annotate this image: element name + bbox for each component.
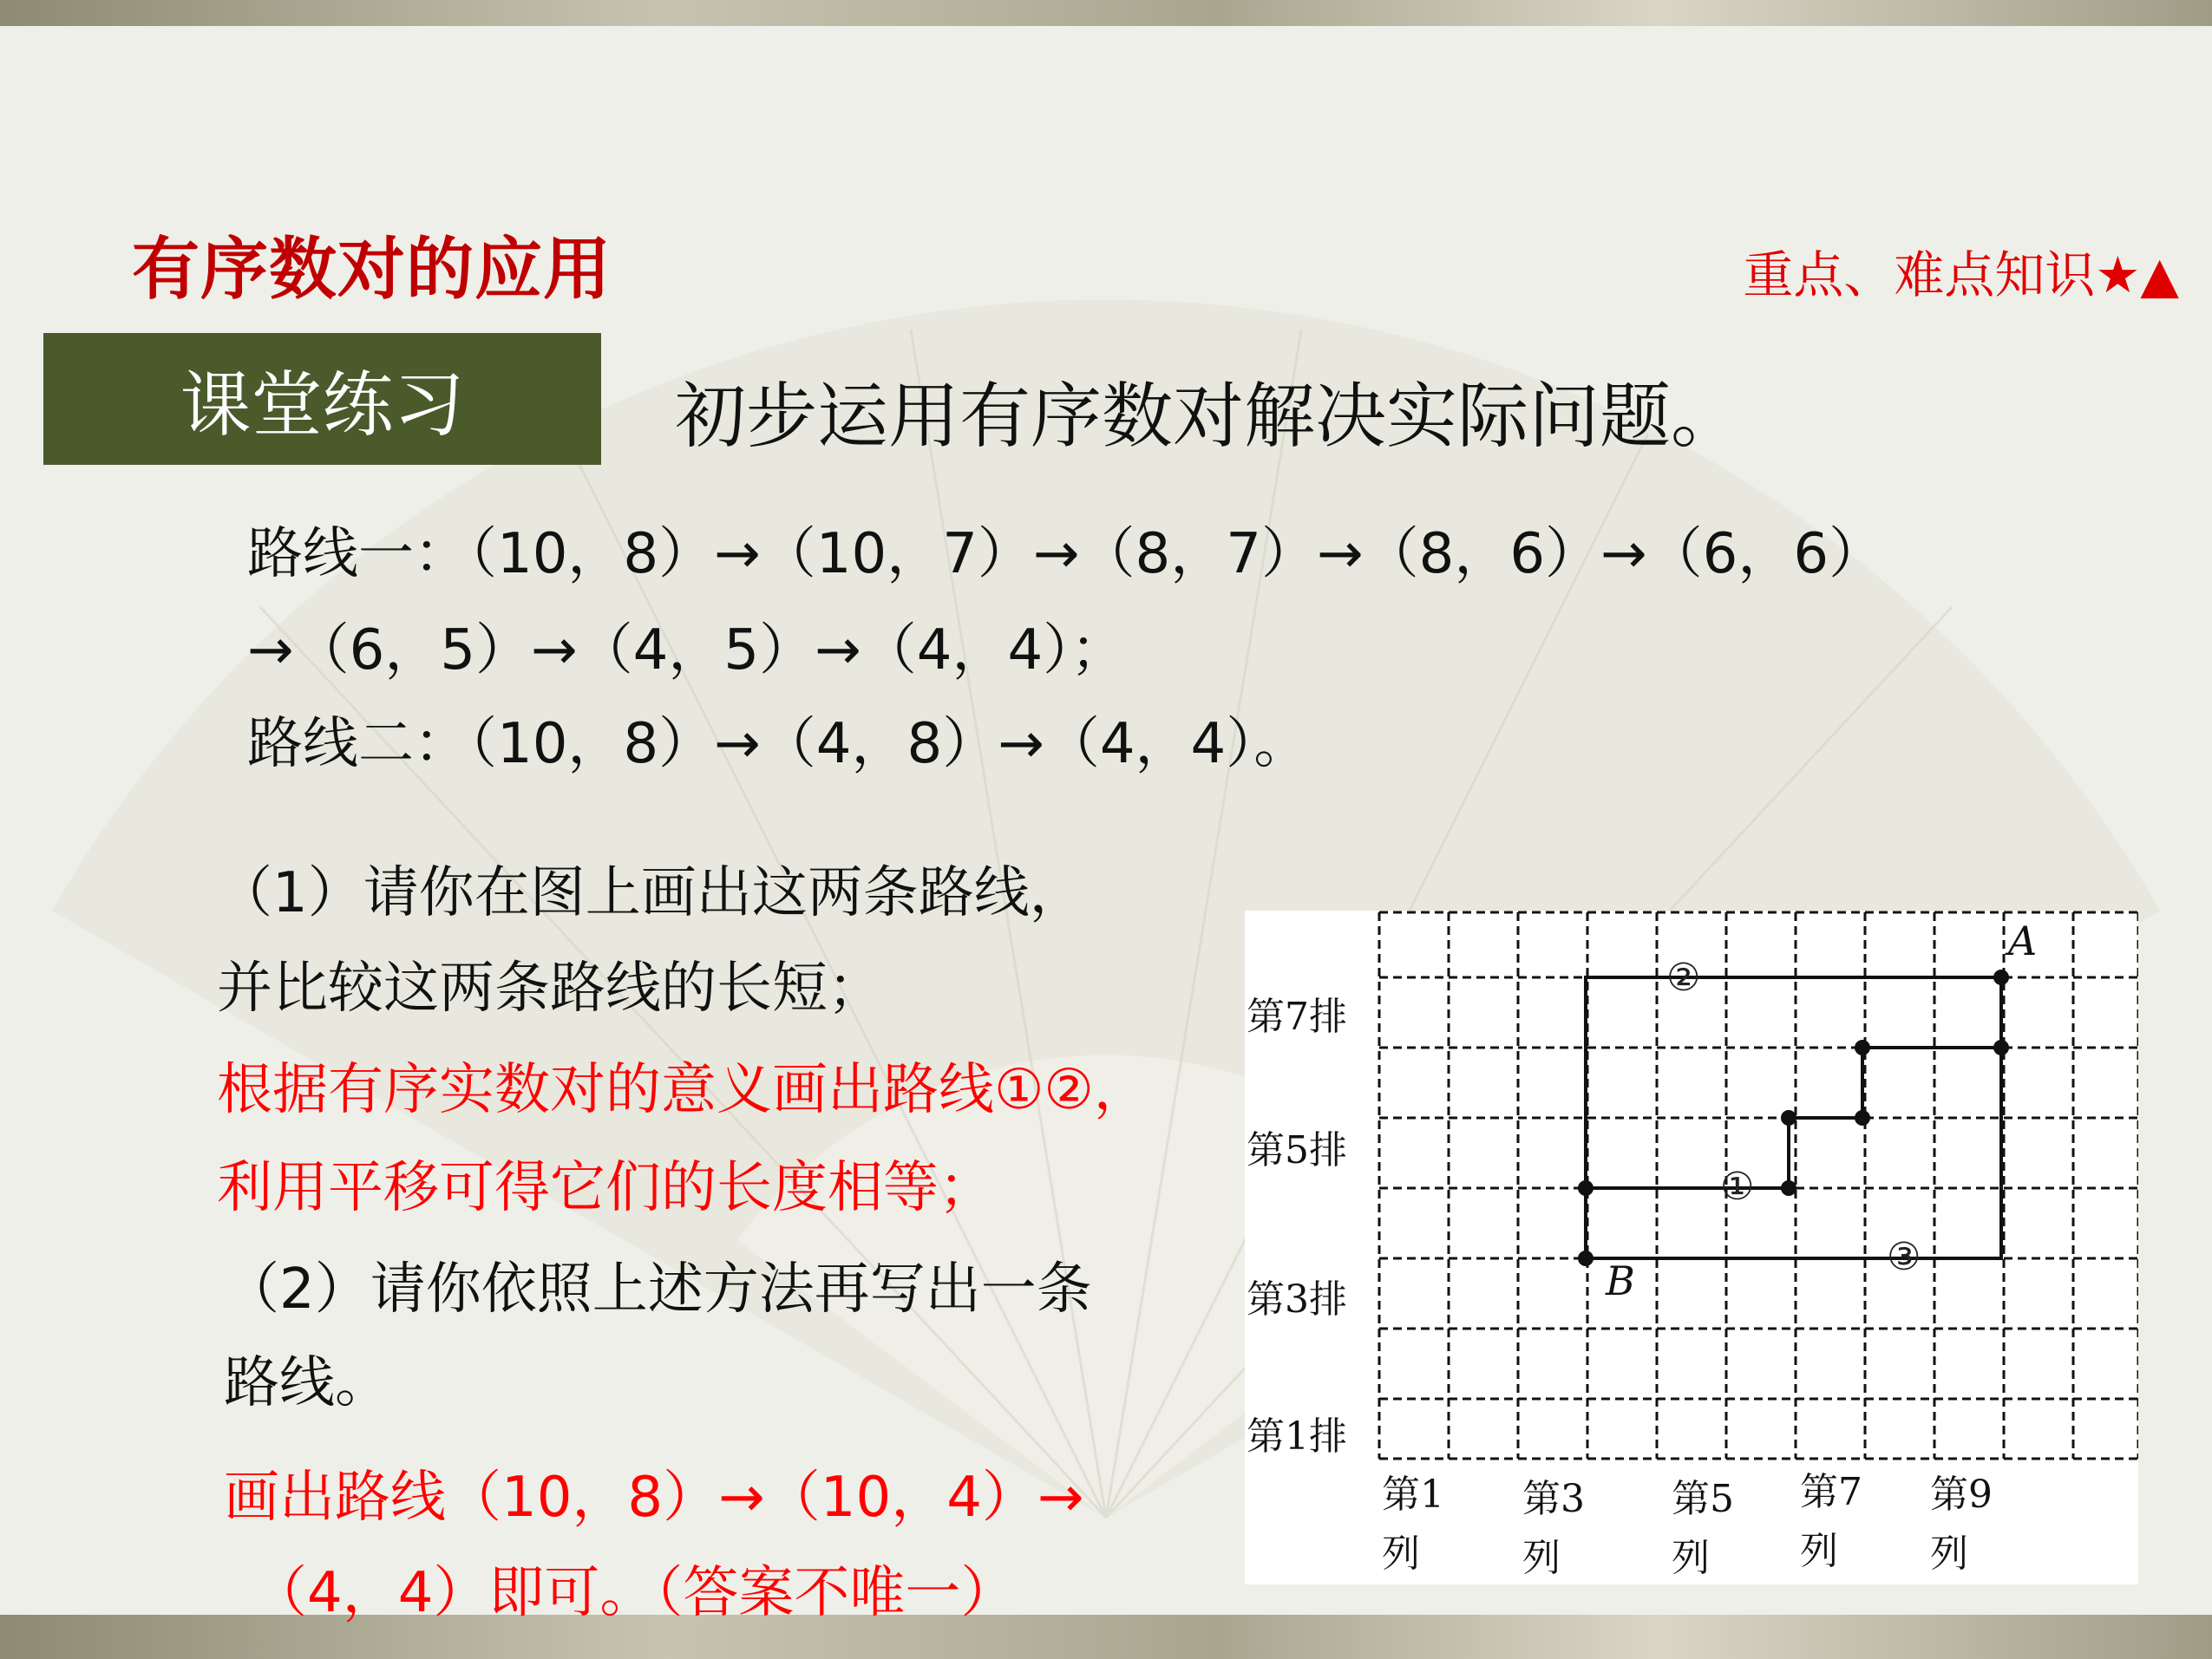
practice-label: 课堂练习 xyxy=(180,363,465,447)
col-label-7 xyxy=(1800,1463,1862,1581)
route-one-line2: →（6，5）→（4，5）→（4，4）； xyxy=(247,618,1127,683)
section-title: 有序数对的应用 xyxy=(132,231,612,309)
col-label-3-top: 第3 xyxy=(1522,1477,1585,1521)
col-label-7-top: 第7 xyxy=(1800,1470,1862,1514)
col-label-9-top: 第9 xyxy=(1930,1473,1993,1517)
practice-subtitle: 初步运用有序数对解决实际问题。 xyxy=(675,376,1743,458)
row-label-1: 第1排 xyxy=(1247,1414,1347,1459)
col-label-9-bottom: 列 xyxy=(1930,1532,1968,1576)
route-one-line1: 路线一：（10，8）→（10，7）→（8，7）→（8，6）→（6，6） xyxy=(247,522,1885,586)
route-point-dot xyxy=(1855,1110,1870,1126)
route-point-dot xyxy=(1993,1040,2009,1055)
route-point-dot xyxy=(1781,1180,1796,1196)
point-b-label: B xyxy=(1606,1257,1635,1304)
answer-two-line1: 画出路线（10，8）→（10，4）→ xyxy=(224,1466,1084,1530)
route-point-dot xyxy=(1781,1110,1796,1126)
col-label-5-bottom: 列 xyxy=(1672,1536,1710,1580)
point-b-dot xyxy=(1578,1251,1594,1266)
point-a-label: A xyxy=(2008,918,2038,964)
col-label-1-top: 第1 xyxy=(1382,1473,1444,1517)
top-decorative-band xyxy=(0,0,2212,26)
route-three-path xyxy=(1586,1048,2001,1258)
route-mark-1: ① xyxy=(1720,1165,1755,1209)
question-two-line2: 路线。 xyxy=(224,1351,390,1415)
col-label-1 xyxy=(1382,1466,1444,1584)
row-label-3: 第3排 xyxy=(1247,1277,1347,1322)
question-one-line2: 并比较这两条路线的长短； xyxy=(217,957,883,1021)
route-mark-2: ② xyxy=(1666,956,1701,1000)
route-two: 路线二：（10，8）→（4，8）→（4，4）。 xyxy=(247,712,1310,776)
answer-one-line1: 根据有序实数对的意义画出路线①②， xyxy=(217,1058,1149,1122)
col-label-5-top: 第5 xyxy=(1672,1477,1734,1521)
row-label-5: 第5排 xyxy=(1247,1128,1347,1172)
col-label-1-bottom: 列 xyxy=(1382,1532,1420,1576)
key-point-tag: 重点、难点知识★▲ xyxy=(1743,245,2179,304)
col-label-3 xyxy=(1522,1470,1585,1588)
answer-one-line2: 利用平移可得它们的长度相等； xyxy=(217,1156,994,1220)
question-one-line1: （1）请你在图上画出这两条路线， xyxy=(217,861,1085,925)
question-two-line1: （2）请你依照上述方法再写出一条 xyxy=(224,1257,1092,1322)
col-label-9 xyxy=(1930,1466,1993,1584)
route-mark-3: ③ xyxy=(1887,1235,1921,1279)
point-a-dot xyxy=(1993,970,2009,985)
col-label-7-bottom: 列 xyxy=(1800,1529,1838,1573)
seating-grid-figure xyxy=(1245,911,2138,1584)
col-label-5 xyxy=(1672,1470,1734,1588)
route-point-dot xyxy=(1578,1180,1594,1196)
col-label-3-bottom: 列 xyxy=(1522,1536,1561,1580)
route-point-dot xyxy=(1855,1040,1870,1055)
row-label-7: 第7排 xyxy=(1247,995,1347,1039)
practice-label-box xyxy=(43,333,601,465)
answer-two-line2: （4，4）即可。（答案不唯一） xyxy=(252,1561,1017,1625)
